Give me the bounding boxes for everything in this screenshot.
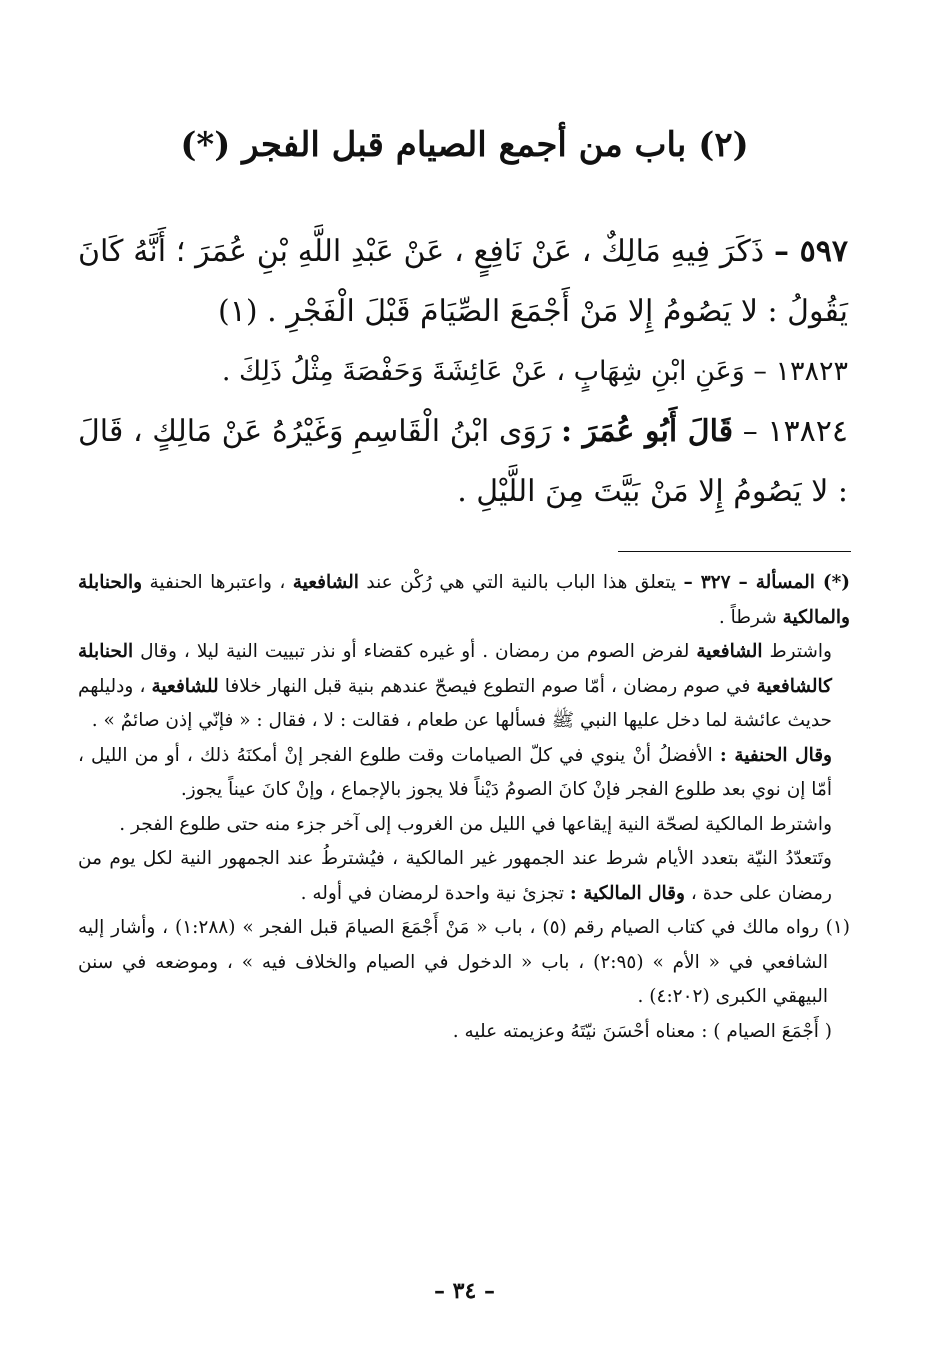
note-hanafi-text-1: الأفضلُ أنْ ينوي في كلّ الصيامات وقت طلوع الفجر إنْ أمكنَهُ ذلك ، أو من الليل ، أمّا إن نوي بعد طلوع الفجر فإنْ كانَ الصومُ دَيْناً فلا يجوز بالإجماع ، وإنْ كانَ عيناً يجوز.	[78, 744, 832, 800]
hadith-13824	[78, 402, 848, 522]
note-maliki-text-1: واشترط المالكية لصحّة النية إيقاعها في الليل من الغروب إلى آخر جزء منه حتى طلوع الفجر .	[119, 813, 832, 835]
note-shafii	[78, 635, 850, 739]
note-tadud-bold-1: وقال المالكية :	[569, 882, 685, 904]
footnote-gloss-text: ( أَجْمَعَ الصيام ) : معناه أحْسَنَ نيّتَهُ وعزيمته عليه .	[452, 1020, 832, 1042]
hadith-13824-number: ١٣٨٢٤ –	[742, 414, 848, 449]
note-tadud	[78, 842, 850, 911]
note-masala-lead: (*) المسألة – ٣٢٧ –	[683, 572, 851, 593]
note-hanafi-bold-1: وقال الحنفية :	[719, 744, 832, 766]
footnotes	[78, 566, 850, 1049]
hadith-597-text: ذَكَرَ فِيهِ مَالِكٌ ، عَنْ نَافِعٍ ، عَنْ عَبْدِ اللَّهِ بْنِ عُمَرَ ؛ أَنَّهُ كَانَ يَقُولُ : لا يَصُومُ إِلا مَنْ أَجْمَعَ الصِّيَامَ قَبْلَ الْفَجْرِ . (١)	[78, 234, 848, 329]
note-shafii-text-2: لفرض الصوم من رمضان . أو غيره كقضاء أو نذر تبييت النية ليلا ، وقال	[140, 641, 690, 662]
note-tadud-text-1: وتَتعدّدُ النيّة بتعدد الأيام شرط عند الجمهور غير المالكية ، فيُشترطُ عند الجمهور النية لكل يوم من رمضان على حدة ،	[78, 848, 832, 904]
note-shafii-bold-3: للشافعية	[151, 675, 219, 697]
note-masala-text-2: ، واعتبرها الحنفية	[149, 572, 286, 593]
footnote-gloss	[78, 1015, 850, 1050]
hadith-text	[78, 222, 848, 522]
note-shafii-bold-1: الشافعية	[696, 641, 763, 662]
footnote-divider	[618, 551, 851, 552]
note-masala	[78, 566, 850, 635]
hadith-13823-text: وَعَنِ ابْنِ شِهَابٍ ، عَنْ عَائِشَةَ وَحَفْصَةَ مِثْلُ ذَلِكَ .	[221, 356, 745, 387]
chapter-title: (٢) باب من أجمع الصيام قبل الفجر (*)	[180, 124, 749, 165]
page-number: – ٣٤ –	[434, 1278, 495, 1304]
hadith-13823	[78, 342, 848, 402]
note-masala-bold-2: والحنابلة والمالكية	[78, 572, 850, 628]
note-shafii-bold-2: الحنابلة كالشافعية	[78, 641, 832, 697]
note-masala-bold-1: الشافعية	[292, 572, 359, 593]
note-hanafi	[78, 739, 850, 808]
hadith-13824-text: رَوَى ابْنُ الْقَاسِمِ وَغَيْرُهُ عَنْ مَالِكٍ ، قَالَ : لا يَصُومُ إِلا مَنْ بَيَّتَ مِنَ اللَّيْلِ .	[78, 414, 848, 509]
hadith-597-number: ٥٩٧ –	[773, 234, 848, 269]
hadith-13824-lead: قَالَ أَبُو عُمَرَ :	[561, 414, 734, 449]
note-shafii-text-4: ، ودليلهم حديث عائشة لما دخل عليها النبي ﷺ فسألها عن طعام ، فقالت : لا ، فقال : « فإنّي إذن صائمٌ » .	[78, 675, 832, 731]
note-masala-text-3: شرطاً .	[718, 606, 777, 628]
note-maliki	[78, 808, 850, 843]
footnote-1	[78, 911, 850, 1015]
hadith-13823-number: ١٣٨٢٣ –	[753, 356, 848, 387]
note-masala-text-1: يتعلق هذا الباب بالنية التي هي رُكْن عند	[366, 572, 677, 593]
note-shafii-text-1: واشترط	[769, 641, 832, 662]
footnote-1-text: (١) رواه مالك في كتاب الصيام رقم (٥) ، باب « مَنْ أَجْمَعَ الصيامَ قبل الفجر » (١:٢٨٨) ، وأشار إليه الشافعي في « الأم » (٢:٩٥) ، باب « الدخول في الصيام والخلاف فيه » ، وموضعه في سنن البيهقي الكبرى (٤:٢٠٢) .	[78, 917, 850, 1007]
hadith-597	[78, 222, 848, 342]
note-tadud-text-2: تجزئ نية واحدة لرمضان في أوله .	[300, 882, 565, 904]
note-shafii-text-3: في صوم رمضان ، أمّا صوم التطوع فيصحّ عندهم بنية قبل النهار خلافا	[224, 675, 751, 697]
